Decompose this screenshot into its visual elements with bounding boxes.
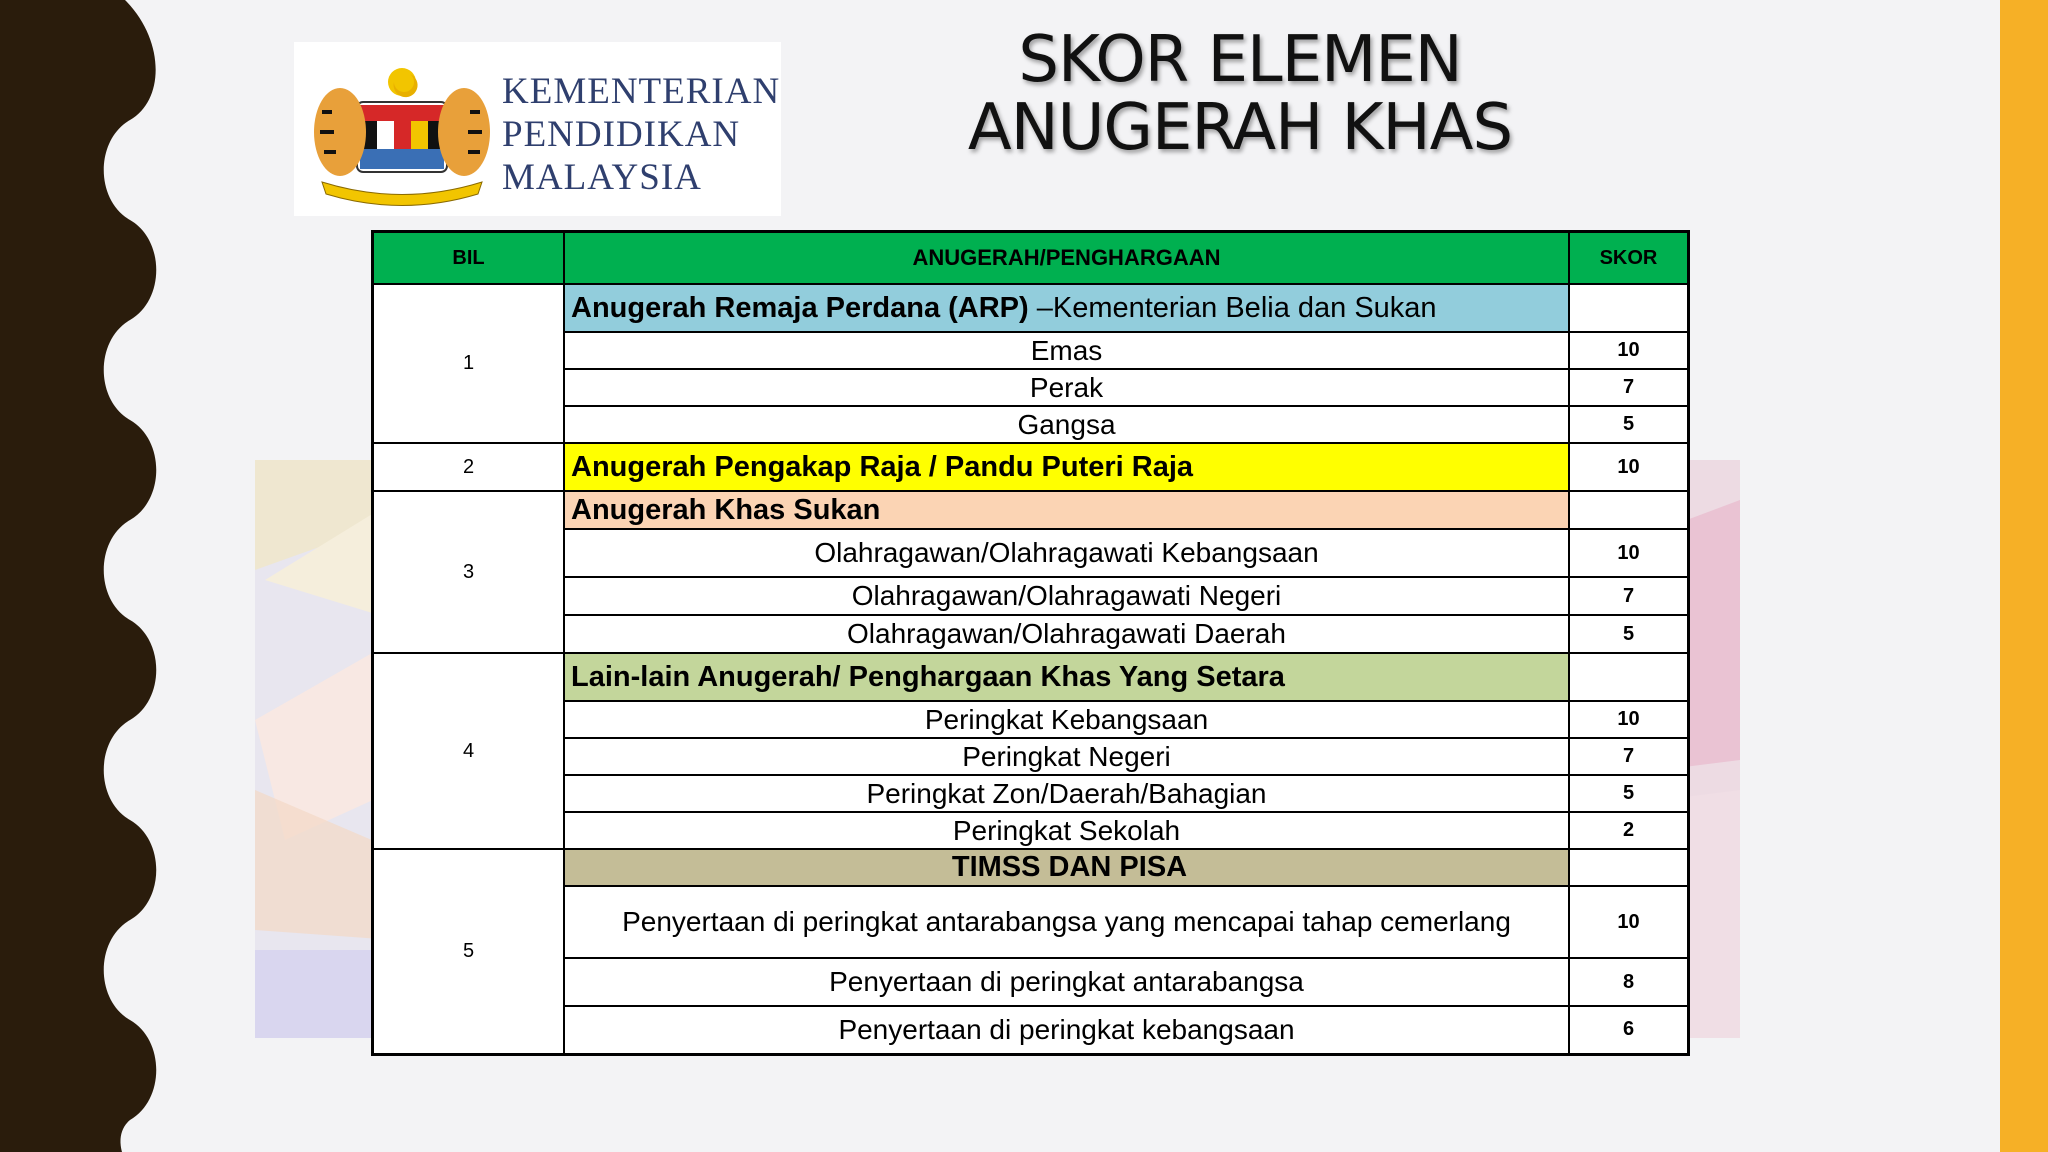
score-cell: 8 bbox=[1569, 958, 1689, 1006]
item-label: Peringkat Sekolah bbox=[564, 812, 1569, 849]
table-row bbox=[373, 775, 1689, 812]
table-row bbox=[373, 701, 1689, 738]
item-label: Olahragawan/Olahragawati Daerah bbox=[564, 615, 1569, 653]
table-row bbox=[373, 653, 1689, 701]
left-wave-band bbox=[0, 0, 160, 1152]
item-label: Peringkat Kebangsaan bbox=[564, 701, 1569, 738]
table-row bbox=[373, 491, 1689, 529]
score-cell: 5 bbox=[1569, 615, 1689, 653]
title-line-2: ANUGERAH KHAS bbox=[967, 91, 1513, 165]
logo-line-2: PENDIDIKAN bbox=[502, 114, 741, 155]
table-row bbox=[373, 443, 1689, 491]
table-row bbox=[373, 738, 1689, 775]
title-line-1: SKOR ELEMEN bbox=[1018, 23, 1462, 97]
group-title-rest: –Kementerian Belia dan Sukan bbox=[1028, 291, 1437, 324]
header-score: SKOR bbox=[1569, 232, 1689, 285]
ministry-logo bbox=[294, 42, 781, 216]
score-cell: 5 bbox=[1569, 406, 1689, 443]
score-cell: 6 bbox=[1569, 1006, 1689, 1054]
logo-line-3: MALAYSIA bbox=[502, 157, 702, 198]
score-cell: 10 bbox=[1569, 701, 1689, 738]
coat-of-arms-icon bbox=[302, 42, 502, 216]
table-row bbox=[373, 886, 1689, 958]
table-header-row bbox=[373, 232, 1689, 285]
item-label: Gangsa bbox=[564, 406, 1569, 443]
item-label: Peringkat Zon/Daerah/Bahagian bbox=[564, 775, 1569, 812]
table-row bbox=[373, 406, 1689, 443]
group-title-bold: Anugerah Remaja Perdana (ARP) bbox=[571, 291, 1029, 324]
item-label: Perak bbox=[564, 369, 1569, 406]
item-label: Olahragawan/Olahragawati Negeri bbox=[564, 577, 1569, 615]
score-cell bbox=[1569, 284, 1689, 332]
score-cell bbox=[1569, 849, 1689, 886]
score-cell: 7 bbox=[1569, 577, 1689, 615]
group-title bbox=[564, 284, 1569, 332]
score-cell: 10 bbox=[1569, 886, 1689, 958]
item-label: Penyertaan di peringkat antarabangsa yang mencapai tahap cemerlang bbox=[564, 886, 1569, 958]
bil-cell: 4 bbox=[373, 653, 565, 849]
group-title: Anugerah Khas Sukan bbox=[564, 491, 1569, 529]
score-cell: 10 bbox=[1569, 529, 1689, 577]
table-row bbox=[373, 812, 1689, 849]
logo-line-1: KEMENTERIAN bbox=[502, 71, 781, 112]
header-bil: BIL bbox=[373, 232, 565, 285]
bil-cell: 3 bbox=[373, 491, 565, 653]
bil-cell: 1 bbox=[373, 284, 565, 443]
score-table bbox=[371, 230, 1690, 1056]
score-cell: 2 bbox=[1569, 812, 1689, 849]
table-row bbox=[373, 849, 1689, 886]
bil-cell: 5 bbox=[373, 849, 565, 1054]
table-row bbox=[373, 332, 1689, 369]
item-label: Emas bbox=[564, 332, 1569, 369]
score-cell: 10 bbox=[1569, 443, 1689, 491]
table-row bbox=[373, 529, 1689, 577]
table-row bbox=[373, 1006, 1689, 1054]
score-cell bbox=[1569, 491, 1689, 529]
score-cell: 7 bbox=[1569, 738, 1689, 775]
header-award: ANUGERAH/PENGHARGAAN bbox=[564, 232, 1569, 285]
page-title bbox=[900, 23, 1580, 165]
table-row bbox=[373, 958, 1689, 1006]
bil-cell: 2 bbox=[373, 443, 565, 491]
item-label: Penyertaan di peringkat kebangsaan bbox=[564, 1006, 1569, 1054]
right-accent-band bbox=[2000, 0, 2048, 1152]
table-row bbox=[373, 615, 1689, 653]
item-label: Peringkat Negeri bbox=[564, 738, 1569, 775]
group-title: TIMSS DAN PISA bbox=[564, 849, 1569, 886]
score-cell: 5 bbox=[1569, 775, 1689, 812]
item-label: Olahragawan/Olahragawati Kebangsaan bbox=[564, 529, 1569, 577]
table-row bbox=[373, 284, 1689, 332]
table-row bbox=[373, 577, 1689, 615]
group-title: Lain-lain Anugerah/ Penghargaan Khas Yang Setara bbox=[564, 653, 1569, 701]
table-row bbox=[373, 369, 1689, 406]
score-cell: 7 bbox=[1569, 369, 1689, 406]
group-title: Anugerah Pengakap Raja / Pandu Puteri Raja bbox=[564, 443, 1569, 491]
item-label: Penyertaan di peringkat antarabangsa bbox=[564, 958, 1569, 1006]
score-cell: 10 bbox=[1569, 332, 1689, 369]
score-cell bbox=[1569, 653, 1689, 701]
